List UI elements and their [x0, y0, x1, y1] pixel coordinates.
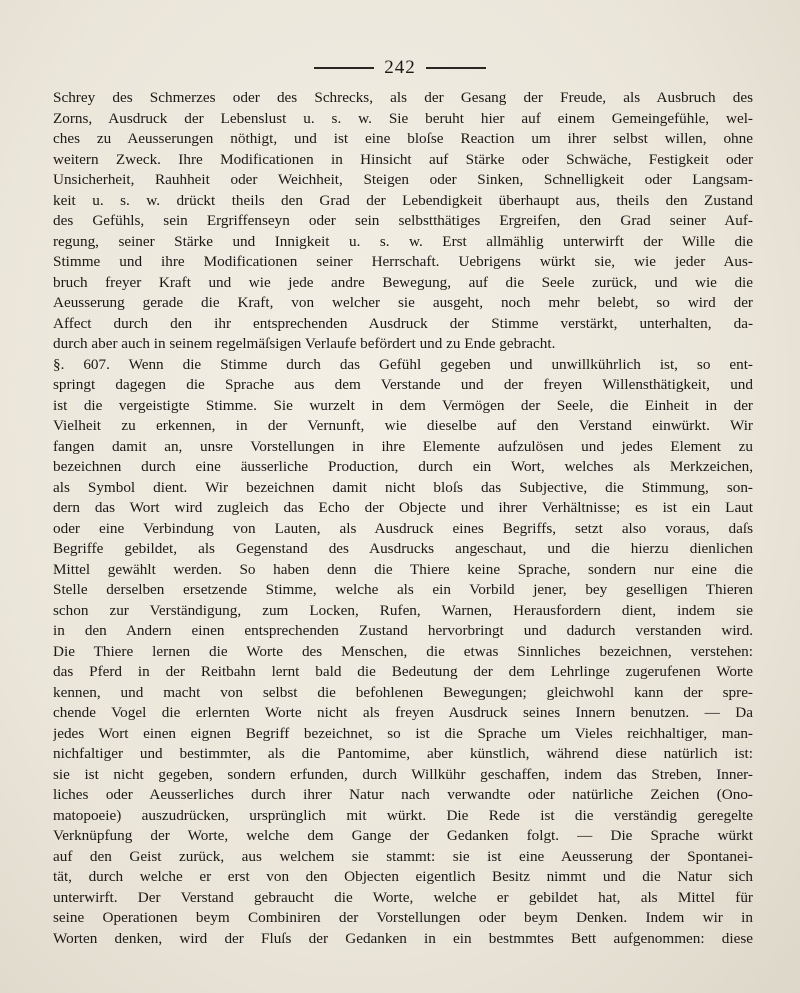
page-header	[0, 55, 800, 81]
text-line: keit u. s. w. drückt theils den Grad der Lebendigkeit überhaupt aus, theils den Zustand	[53, 191, 753, 209]
text-line: nichfaltiger und bestimmter, als die Pantomime, aber künstlich, während diese natürlich ist:	[53, 745, 753, 762]
text-line: springt dagegen die Sprache aus dem Verstande und der freyen Willensthätigkeit, und	[53, 376, 753, 393]
text-line: Affect durch den ihr entsprechenden Ausdruck der Stimme verstärkt, unterhalten, da-	[53, 314, 753, 332]
text-line: chende Vogel die erlernten Worte nicht als freyen Ausdruck seines Innern benutzen. — Da	[53, 704, 753, 721]
text-line: Zorns, Ausdruck der Lebenslust u. s. w. Sie beruht hier auf einem Gemeingefühle, wel-	[53, 109, 753, 127]
text-line: Begriffe gebildet, als Gegenstand des Ausdrucks angeschaut, und die hierzu dienlichen	[53, 540, 753, 557]
header-rule-right	[426, 67, 486, 69]
text-line: Verknüpfung der Worte, welche dem Gange der Gedanken folgt. — Die Sprache würkt	[53, 827, 753, 844]
text-line: Aeusserung gerade die Kraft, von welcher sie ausgeht, noch mehr belebt, so wird der	[53, 294, 753, 311]
text-line: ist die vergeistigte Stimme. Sie wurzelt in dem Vermögen der Seele, die Einheit in der	[53, 396, 753, 414]
text-line: des Gefühls, sein Ergriffenseyn oder sein selbstthätiges Ergreifen, den Grad seiner Auf-	[53, 212, 753, 229]
text-line: Die Thiere lernen die Worte des Menschen, die etwas Sinnliches bezeichnen, verstehen:	[53, 642, 753, 660]
text-line: Mittel gewählt werden. So haben denn die Thiere keine Sprache, sondern nur eine die	[53, 560, 753, 578]
text-line: unterwirft. Der Verstand gebraucht die Worte, welche er gebildet hat, als Mittel für	[53, 888, 753, 906]
text-line: bezeichnen durch eine äusserliche Production, durch ein Wort, welches als Merkzeichen,	[53, 458, 753, 475]
text-line: das Pferd in der Reitbahn lernt bald die Bedeutung der dem Lehrlinge zugerufenen Worte	[53, 663, 753, 680]
text-line: fangen damit an, unsre Vorstellungen in ihre Elemente aufzulösen und jedes Element zu	[53, 437, 753, 455]
text-line: Unsicherheit, Rauhheit oder Weichheit, Steigen oder Sinken, Schnelligkeit oder Langsam-	[53, 171, 753, 188]
text-line: sie ist nicht gegeben, sondern erfunden, durch Willkühr geschaffen, indem das Streben, Inner-	[53, 765, 753, 783]
text-line: Vielheit zu erkennen, in der Vernunft, wie dieselbe auf den Verstand einwürkt. Wir	[53, 417, 753, 434]
text-line: kennen, und macht von selbst die befohlenen Bewegungen; gleichwohl kann der spre-	[53, 683, 753, 701]
text-line: Worten denken, wird der Fluſs der Gedanken in ein bestmmtes Bett aufgenommen: diese	[53, 929, 753, 947]
text-line: tät, durch welche er erst von den Objecten eigentlich Besitz nimmt und die Natur sich	[53, 868, 753, 885]
header-rule-left	[314, 67, 374, 69]
text-line: als Symbol dient. Wir bezeichnen damit nicht bloſs das Subjective, die Stimmung, son-	[53, 478, 753, 496]
text-line: dern das Wort wird zugleich das Echo der Objecte und ihrer Verhältnisse; es ist ein Laut	[53, 499, 753, 516]
text-line: auf den Geist zurück, aus welchem sie stammt: sie ist eine Aeusserung der Spontanei-	[53, 847, 753, 865]
text-line: ches zu Aeusserungen nöthigt, und ist eine bloſse Reaction um ihrer selbst willen, ohne	[53, 130, 753, 147]
text-line: schon zur Verständigung, zum Locken, Rufen, Warnen, Herausfordern dient, indem sie	[53, 601, 753, 619]
text-line: matopoeie) auszudrücken, ursprünglich mit würkt. Die Rede ist die verständig geregelte	[53, 806, 753, 824]
text-line: liches oder Aeusserliches durch ihrer Natur nach verwandte oder natürliche Zeichen (Ono-	[53, 786, 753, 803]
page-number: 242	[384, 57, 416, 78]
text-line: Stelle derselben ersetzende Stimme, welche als ein Vorbild jener, bey geselligen Thieren	[53, 581, 753, 598]
text-line: Schrey des Schmerzes oder des Schrecks, als der Gesang der Freude, als Ausbruch des	[53, 89, 753, 106]
text-line: bruch freyer Kraft und wie jede andre Bewegung, auf die Seele zurück, und wie die	[53, 273, 753, 291]
text-line: jedes Wort einen eignen Begriff bezeichnet, so ist die Sprache um Vieles reichhaltiger, man-	[53, 724, 753, 742]
text-line: seine Operationen beym Combiniren der Vorstellungen oder beym Denken. Indem wir in	[53, 909, 753, 926]
text-line: in den Andern einen entsprechenden Zustand hervorbringt und dadurch verstanden wird.	[53, 622, 753, 639]
text-line: weitern Zweck. Ihre Modificationen in Hinsicht auf Stärke oder Schwäche, Festigkeit oder	[53, 150, 753, 168]
text-line: Stimme und ihre Modificationen seiner Herrschaft. Uebrigens würkt sie, wie jeder Aus-	[53, 253, 753, 270]
text-line: §. 607. Wenn die Stimme durch das Gefühl gegeben und unwillkührlich ist, so ent-	[53, 355, 753, 373]
body-text	[53, 88, 753, 949]
text-line: oder eine Verbindung von Lauten, als Ausdruck eines Begriffs, setzt also voraus, daſs	[53, 519, 753, 537]
text-line: regung, seiner Stärke und Innigkeit u. s. w. Erst allmählig unterwirft der Wille die	[53, 232, 753, 250]
text-line: durch aber auch in seinem regelmäſsigen Verlaufe befördert und zu Ende gebracht.	[53, 335, 556, 352]
